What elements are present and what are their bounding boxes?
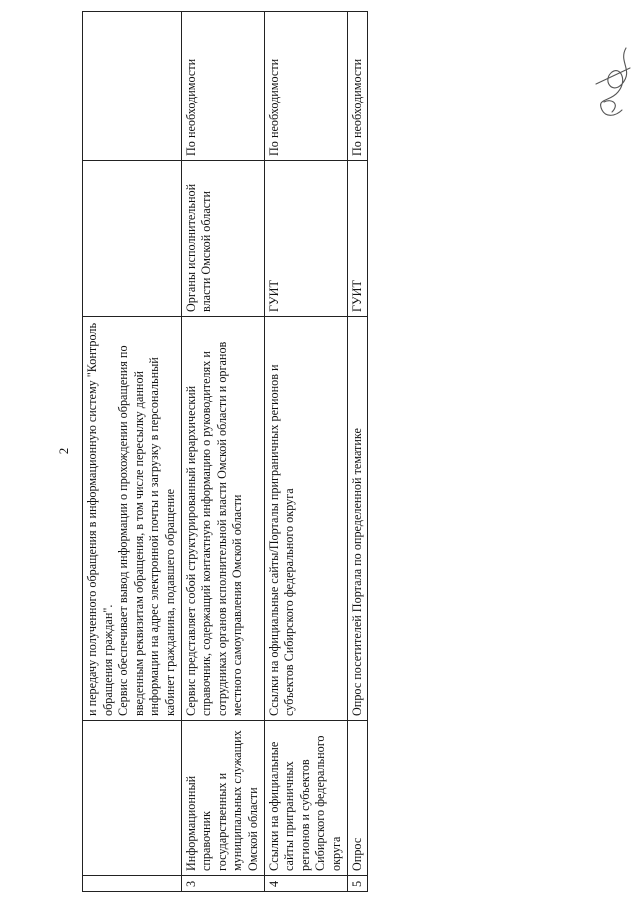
table-row: [264, 12, 347, 892]
service-description-cell: и передачу полученного обращения в информационную систему "Контроль обращения граждан". Сервис обеспечивает вывод информации о прохождении обращения по введенным реквизитам обращения, в том числе пересылку данной информации на адрес электронной почты и загрузку в персональный кабинет гражданина, подавшего обращение: [83, 317, 182, 721]
table-row: [347, 12, 368, 892]
rotated-table-container: [82, 12, 364, 892]
update-period-cell: По необходимости: [264, 12, 347, 161]
service-name-cell: [83, 721, 182, 876]
responsible-cell: ГУИТ: [347, 161, 368, 317]
responsible-cell: ГУИТ: [264, 161, 347, 317]
services-table: [82, 11, 368, 892]
update-period-cell: По необходимости: [181, 12, 264, 161]
service-description-cell: Ссылки на официальные сайты/Порталы приграничных регионов и субъектов Сибирского федерального округа: [264, 317, 347, 721]
handwritten-signature: [582, 40, 642, 130]
table-row: [83, 12, 182, 892]
update-period-cell: По необходимости: [347, 12, 368, 161]
row-number-cell: [83, 876, 182, 892]
row-number-cell: 5: [347, 876, 368, 892]
service-name-cell: Опрос: [347, 721, 368, 876]
row-number-cell: 3: [181, 876, 264, 892]
row-number-cell: 4: [264, 876, 347, 892]
service-description-cell: Опрос посетителей Портала по определенной тематике: [347, 317, 368, 721]
service-name-cell: Информационный справочник государственных и муниципальных служащих Омской области: [181, 721, 264, 876]
page-number: 2: [56, 447, 71, 455]
responsible-cell: Органы исполнительной власти Омской области: [181, 161, 264, 317]
table-row: [181, 12, 264, 892]
update-period-cell: [83, 12, 182, 161]
service-name-cell: Ссылки на официальные сайты приграничных регионов и субъектов Сибирского федерального округа: [264, 721, 347, 876]
service-description-cell: Сервис представляет собой структурированный иерархический справочник, содержащий контактную информацию о руководителях и сотрудниках органов исполнительной власти Омской области и органов местного самоуправления Омской области: [181, 317, 264, 721]
responsible-cell: [83, 161, 182, 317]
document-table-wrapper: [82, 12, 364, 892]
